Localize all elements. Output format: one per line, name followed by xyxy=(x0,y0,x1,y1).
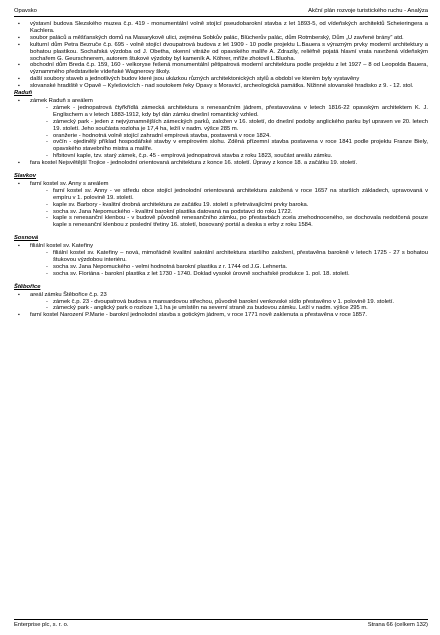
sub-list-item: - filiální kostel sv. Kateřiny – nová, mimořádně kvalitní sakrální architektura staršího založení, přestavěna barokně v letech 1725 - 27 s bohatou štukovou výzdobou interiéru. xyxy=(30,250,428,264)
list-item xyxy=(14,98,428,160)
section-list xyxy=(14,292,428,320)
list-item-text: areál zámku Štěbořice č.p. 23 xyxy=(30,291,107,298)
sub-list-item: - kaple s renesanční klenbou - v budově původně renesančního zámku, po přestavbách zcela znehodnoceného, se dochovala nedotčená pouze kaple s renesanční klenbou z poslední třetiny 16. století, bosovaný portál a deska s erby z roku 1584. xyxy=(30,215,428,229)
page-footer xyxy=(14,619,428,629)
sections xyxy=(14,90,428,319)
sub-list-item: - zámek č.p. 23 - dvoupatrová budova s mansardovou střechou, původně barokní venkovské sídlo přestavěno v 1. polovině 19. století. xyxy=(30,299,428,306)
list-item: ▪ slovanské hradiště v Opavě – Kylešovicích - nad soutokem řeky Opavy s Moravicí, archeologická památka. Nížinné slovanské hradisko z 9. - 12. stol. xyxy=(14,83,428,90)
list-item-text: zámek Raduň s areálem xyxy=(30,97,93,104)
sub-list xyxy=(30,188,428,229)
sub-list-item: - zámek - jednopatrová čtyřkřídlá zámecká architektura s renesančním jádrem, přestavována v letech 1816-22 opavským architektem K. J. Englischem a v letech 1883-1912, kdy byl dán zámku dnešní romantický vzhled. xyxy=(30,105,428,119)
list-item xyxy=(14,292,428,313)
sub-list-item: - farní kostel sv. Anny - ve středu obce stojící jednolodní orientovaná architektura založená v roce 1657 na starších základech, upravovaná v empíru v 1. polovině 19. století. xyxy=(30,188,428,202)
section-title: Raduň xyxy=(14,90,33,97)
page-content xyxy=(14,21,428,617)
section-title: Sosnová xyxy=(14,235,39,242)
sub-list-item: - kaple sv. Barbory - kvalitní drobná architektura ze začátku 19. století s přetrvávajícími prvky baroka. xyxy=(30,202,428,209)
sub-list-item: - socha sv. Jana Nepomuckého - velmi hodnotná barokní plastika z r. 1744 od J.G. Lehnerta. xyxy=(30,264,428,271)
intro-list xyxy=(14,21,428,90)
list-item: ▪ výstavní budova Slezského muzea č.p. 419 - monumentální volně stojící pseudobarokní stavba z let 1893-5, od vídeňských architektů Scheieringera a Kachlera. xyxy=(14,21,428,35)
section-title: Slavkov xyxy=(14,173,36,180)
header-right: Akční plán rozvoje turistického ruchu - Analýza xyxy=(308,8,428,14)
section-title: Štěbořice xyxy=(14,283,41,290)
sub-list-item: - socha sv. Jana Nepomuckého - kvalitní barokní plastika datovaná na podstavci do roku 1722. xyxy=(30,209,428,216)
list-item-text: farní kostel sv. Anny s areálem xyxy=(30,180,109,187)
sub-list xyxy=(30,299,428,313)
list-item xyxy=(14,160,428,167)
sub-list-item: - oranžerie - hodnotná volně stojící zahradní empírová stavba, postavená v roce 1824. xyxy=(30,133,428,140)
sub-list xyxy=(30,105,428,160)
footer-left: Enterprise plc, s. r. o. xyxy=(14,622,69,628)
section-list xyxy=(14,98,428,167)
section-list xyxy=(14,243,428,278)
list-item: ▪ obchodní dům Breda č.p. 159, 160 - velkoryse řešená monumentální pětipatrová moderní architektura podle projektu z let 1927 – 8 od Leopolda Bauera, význammého představitele vídeňské Wagnerovy školy. xyxy=(14,62,428,76)
list-item xyxy=(14,181,428,229)
list-item: ▪ další soubory staveb a jednotlivých budov které jsou ukázkou různých architektonických stylů a období ve kterém byly vystavěny xyxy=(14,76,428,83)
sub-list-item: - zámecký park - jeden z nejvýznamnějších zámeckých parků, založen v 16. století, do dnešní podoby anglického parku byl upraven ve 20. letech 19. století. Jeho součásta rozloha je 17,4 ha, ležíí v nadm. výšce 285 m. xyxy=(30,119,428,133)
section-list xyxy=(14,181,428,229)
list-item-text: farní kostel Narození P.Marie - barokní jednolodní stavba s gotickým jádrem, v roce 1771 nově zaklenuta a přestavěna v roce 1857. xyxy=(30,312,367,319)
list-item xyxy=(14,243,428,278)
header-left: Opavsko xyxy=(14,8,37,14)
list-item-text: filiální kostel sv. Kateřiny xyxy=(30,243,94,250)
list-item-text: fara kostel Nejsvětější Trojice - jednolodní orientovaná architektura z konce 16. století. Úpravy z konce 18. a začátku 19. století. xyxy=(30,160,358,167)
sub-list-item: - zámecký park - anglický park o rozloze 1,1 ha je umístěn na severní straně za budovou zámku. Leží v nadm. výšce 295 m. xyxy=(30,305,428,312)
list-item xyxy=(14,312,428,319)
sub-list-item: - ovčín - ojedinělý příklad hospodářské stavby v empírovém slohu. Zděná přízemní stavba postavena v roce 1841 podle projektu Franze Biely, opavského stavebního mistra a malíře. xyxy=(30,139,428,153)
list-item: ▪ kulturní dům Petra Bezruče č.p. 695 - volně stojící dvoupatrová budova z let 1909 - 10 podle projektu L.Bauera s výrazným prvky moderní architektury a bohatou plastikou. Sochařská výzdoba od J. Obetha, okenní vitráže od opavského malíře A. Zdrazily, reliéfně pojatá hlavní vrata navržená vídeňským sochařem G. Geurschnerem, autorem štukové výzdoby byl kameník A. Köhrer, mříže zhotovil L.Bluoha. xyxy=(14,42,428,63)
list-item: ▪ soubor paláců a měšťanských domů na Masarykově ulici, zejména Sobkův palác, Blücherův palác, dům Rotmberský, Dům „U zavřené brány“ atd. xyxy=(14,35,428,42)
sub-list-item: - socha sv. Floriána - barokní plastika z let 1730 - 1740. Doklad vysoké úrovně sochařské produkce 1. pol. 18. století. xyxy=(30,271,428,278)
footer-right: Strana 66 (celkem 132) xyxy=(367,622,428,628)
page-header xyxy=(14,7,428,17)
sub-list-item: - hřbitovní kaple, tzv. starý zámek, č.p. 45 - empírová jednopatrová stavba z roku 1823, součást areálu zámku. xyxy=(30,153,428,160)
sub-list xyxy=(30,250,428,278)
